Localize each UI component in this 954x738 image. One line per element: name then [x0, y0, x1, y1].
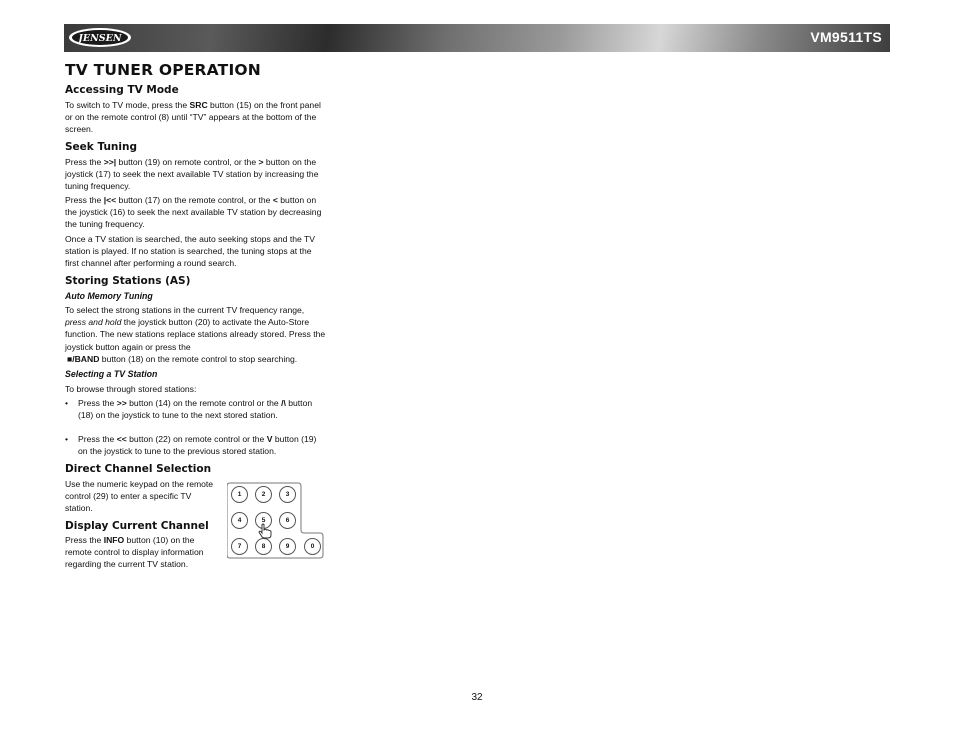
auto-memory-subheading: Auto Memory Tuning: [65, 291, 153, 301]
direct-paragraph: Use the numeric keypad on the remote control (29) to enter a specific TV station.: [65, 479, 214, 514]
page-title: TV TUNER OPERATION: [65, 61, 261, 79]
seek-paragraph-3: Once a TV station is searched, the auto seeking stops and the TV station is played. If no station is searched, the tuning stops at the first channel after performing a round search.: [65, 234, 316, 269]
display-heading: Display Current Channel: [65, 520, 209, 532]
auto-memory-stop-line: ■/BAND button (18) on the remote control to stop searching.: [67, 354, 298, 364]
key-4: 4: [231, 512, 248, 529]
display-paragraph: Press the INFO button (10) on the remote control to display information regarding the current TV station.: [65, 535, 204, 570]
model-number: VM9511TS: [810, 29, 882, 45]
page-number: 32: [471, 692, 483, 703]
direct-heading: Direct Channel Selection: [65, 463, 212, 475]
accessing-paragraph: To switch to TV mode, press the SRC button (15) on the front panel or on the remote control (8) until “TV” appears at the bottom of the screen.: [65, 100, 321, 135]
key-2: 2: [255, 486, 272, 503]
auto-memory-paragraph: To select the strong stations in the current TV frequency range, press and hold the joystick button (20) to activate the Auto-Store function. The new stations replace stations already stored. Press the joystick button again or press the: [65, 305, 326, 352]
jensen-logo: [68, 27, 132, 48]
key-7: 7: [231, 538, 248, 555]
logo-text: JENSEN: [78, 33, 122, 44]
accessing-heading: Accessing TV Mode: [65, 84, 179, 96]
key-8: 8: [255, 538, 272, 555]
key-6: 6: [279, 512, 296, 529]
key-5: 5: [255, 512, 272, 529]
key-9: 9: [279, 538, 296, 555]
key-3: 3: [279, 486, 296, 503]
seek-paragraph-1: Press the >>| button (19) on remote control, or the > button on the joystick (17) to seek the next available TV station by increasing the tuning frequency.: [65, 157, 319, 192]
storing-heading: Storing Stations (AS): [65, 275, 191, 287]
key-0: 0: [304, 538, 321, 555]
key-1: 1: [231, 486, 248, 503]
selecting-station-subheading: Selecting a TV Station: [65, 369, 158, 379]
seek-heading: Seek Tuning: [65, 141, 137, 153]
pointing-hand-icon: [258, 523, 272, 539]
selecting-station-intro: To browse through stored stations:: [65, 384, 197, 394]
remote-keypad-illustration: [227, 482, 324, 559]
seek-paragraph-2: Press the |<< button (17) on the remote control, or the < button on the joystick (16) to seek the next available TV station by decreasing the tuning frequency.: [65, 195, 322, 230]
header-bar: [64, 24, 890, 52]
